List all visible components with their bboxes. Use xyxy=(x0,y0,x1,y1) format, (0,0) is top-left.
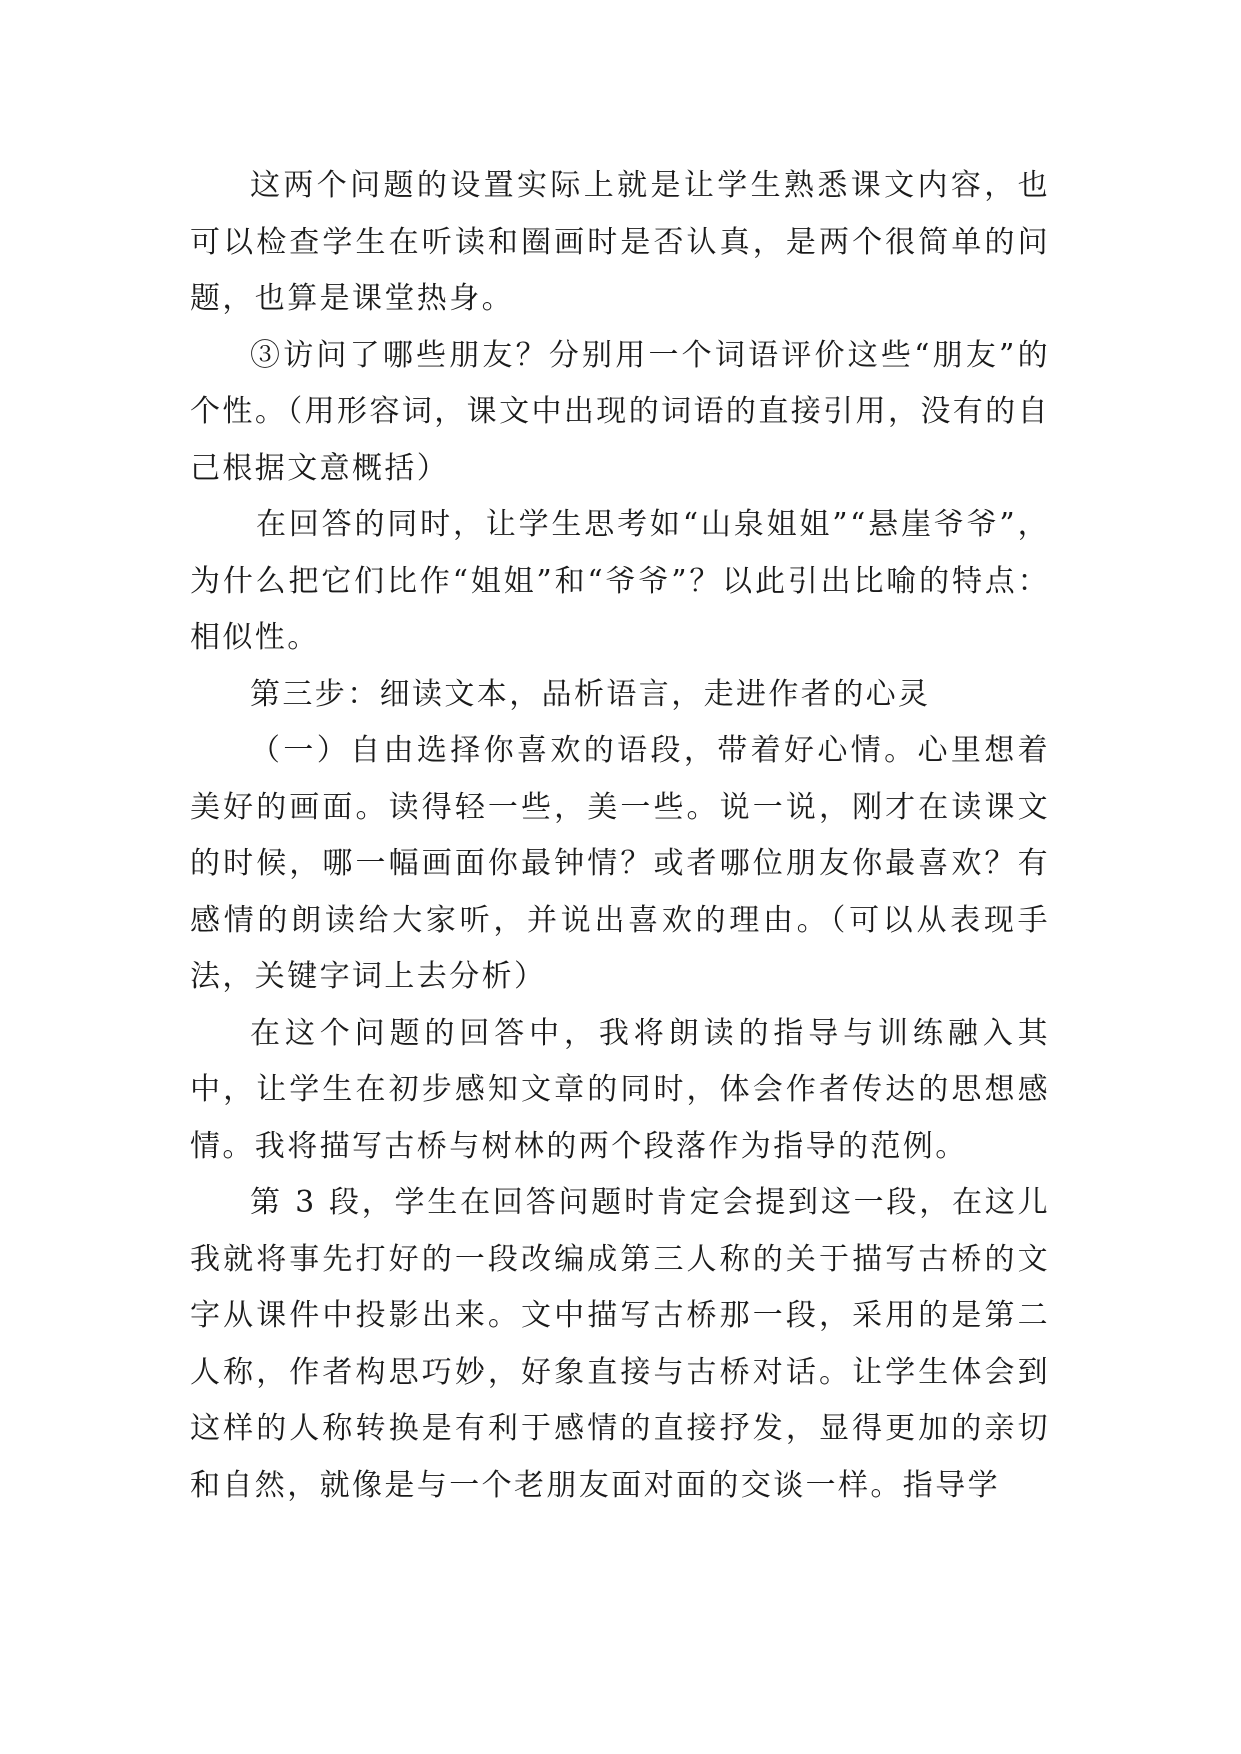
paragraph-section-three-analysis: 第 3 段，学生在回答问题时肯定会提到这一段，在这儿我就将事先打好的一段改编成第三人称的关于描写古桥的文字从课件中投影出来。文中描写古桥那一段，采用的是第二人称，作者构思巧妙，好象直接与古桥对话。让学生体会到这样的人称转换是有利于感情的直接抒发，显得更加的亲切和自然，就像是与一个老朋友面对面的交谈一样。指导学 xyxy=(190,1185,1050,1503)
paragraph-question-3: ③访问了哪些朋友？分别用一个词语评价这些“朋友”的个性。（用形容词，课文中出现的词语的直接引用，没有的自己根据文意概括） xyxy=(190,337,1050,486)
document-body xyxy=(190,158,1050,1514)
paragraph-metaphor-discussion: 在回答的同时，让学生思考如“山泉姐姐”“悬崖爷爷”，为什么把它们比作“姐姐”和“爷爷”？以此引出比喻的特点：相似性。 xyxy=(190,507,1050,655)
paragraph-reading-guidance: 在这个问题的回答中，我将朗读的指导与训练融入其中，让学生在初步感知文章的同时，体会作者传达的思想感情。我将描写古桥与树林的两个段落作为指导的范例。 xyxy=(190,1015,1050,1164)
paragraph-free-reading-task: （一）自由选择你喜欢的语段，带着好心情。心里想着美好的画面。读得轻一些，美一些。说一说，刚才在读课文的时候，哪一幅画面你最钟情？或者哪位朋友你最喜欢？有感情的朗读给大家听，并说出喜欢的理由。（可以从表现手法，关键字词上去分析） xyxy=(190,733,1050,994)
paragraph-step-three-heading: 第三步：细读文本，品析语言，走进作者的心灵 xyxy=(250,676,931,712)
paragraph-analysis-of-questions: 这两个问题的设置实际上就是让学生熟悉课文内容，也可以检查学生在听读和圈画时是否认真，是两个很简单的问题，也算是课堂热身。 xyxy=(190,168,1050,316)
